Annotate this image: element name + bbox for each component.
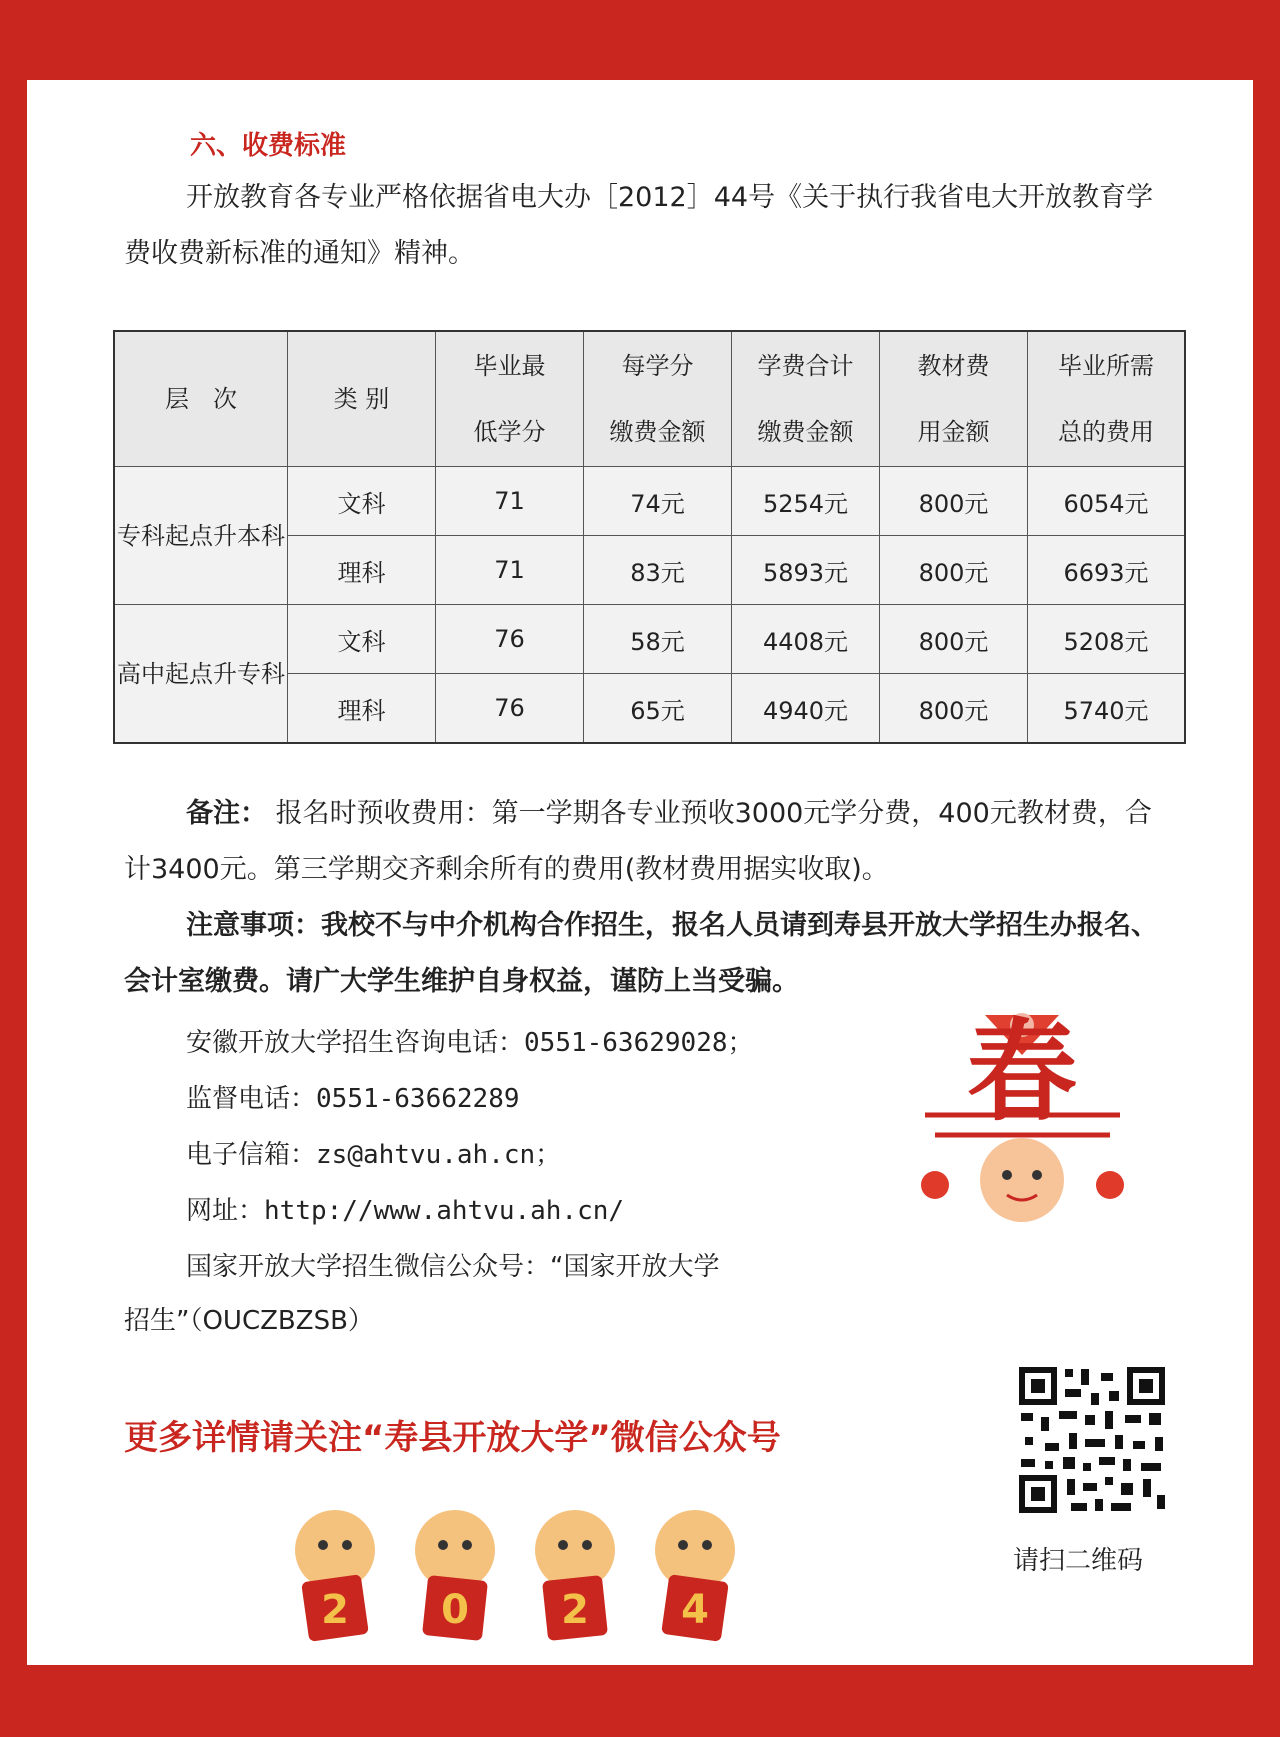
tuition-total-cell: 4408元 bbox=[732, 605, 880, 674]
per-credit-cell: 74元 bbox=[584, 467, 732, 536]
category-cell: 理科 bbox=[288, 536, 436, 605]
follow-slogan: 更多详情请关注“寿县开放大学”微信公众号 bbox=[124, 1418, 781, 1458]
email-address: zs@ahtvu.ah.cn； bbox=[316, 1140, 562, 1170]
header-min-credits: 毕业最 低学分 bbox=[436, 331, 584, 467]
header-tuition-total: 学费合计 缴费金额 bbox=[732, 331, 880, 467]
total-cell: 5740元 bbox=[1028, 674, 1186, 744]
header-textbook: 教材费 用金额 bbox=[880, 331, 1028, 467]
supervise-number: 0551-63662289 bbox=[316, 1084, 520, 1114]
min-credits-cell: 76 bbox=[436, 674, 584, 744]
year-digit: 2 bbox=[561, 1587, 589, 1633]
intro-text: 开放教育各专业严格依据省电大办［2012］44号《关于执行我省电大开放教育学费收费新标准的通知》精神。 bbox=[124, 182, 1154, 269]
note-label: 备注： bbox=[186, 798, 267, 829]
total-cell: 6054元 bbox=[1028, 467, 1186, 536]
category-cell: 理科 bbox=[288, 674, 436, 744]
level-cell: 专科起点升本科 bbox=[114, 467, 288, 605]
header-level: 层 次 bbox=[114, 331, 288, 467]
table-row bbox=[114, 605, 1185, 674]
total-cell: 6693元 bbox=[1028, 536, 1186, 605]
min-credits-cell: 76 bbox=[436, 605, 584, 674]
notice-text: 注意事项：我校不与中介机构合作招生，报名人员请到寿县开放大学招生办报名、会计室缴费。请广大学生维护自身权益，谨防上当受骗。 bbox=[124, 910, 1158, 997]
phone-line: 安徽开放大学招生咨询电话：0551-63629028； bbox=[186, 1028, 754, 1058]
fee-table bbox=[113, 330, 1186, 744]
qr-caption: 请扫二维码 bbox=[1013, 1546, 1144, 1576]
dragon-2024-decoration bbox=[275, 1490, 755, 1650]
year-digit: 0 bbox=[441, 1587, 469, 1633]
section-title: 六、收费标准 bbox=[190, 131, 347, 161]
table-row bbox=[114, 467, 1185, 536]
email-line: 电子信箱：zs@ahtvu.ah.cn； bbox=[186, 1140, 562, 1170]
notice-paragraph bbox=[124, 898, 1164, 1010]
min-credits-cell: 71 bbox=[436, 467, 584, 536]
tuition-total-cell: 5254元 bbox=[732, 467, 880, 536]
per-credit-cell: 58元 bbox=[584, 605, 732, 674]
tuition-total-cell: 4940元 bbox=[732, 674, 880, 744]
category-cell: 文科 bbox=[288, 467, 436, 536]
year-digit: 4 bbox=[681, 1587, 709, 1633]
supervise-line: 监督电话：0551-63662289 bbox=[186, 1084, 520, 1114]
intro-paragraph bbox=[124, 170, 1164, 282]
wechat-line-2: 招生”（OUCZBZSB） bbox=[124, 1306, 374, 1336]
note-text: 报名时预收费用：第一学期各专业预收3000元学分费，400元教材费，合计3400元。第三学期交齐剩余所有的费用(教材费用据实收取)。 bbox=[124, 798, 1152, 885]
year-digit: 2 bbox=[321, 1587, 349, 1633]
textbook-cell: 800元 bbox=[880, 674, 1028, 744]
qr-code-icon bbox=[1015, 1363, 1169, 1517]
header-total: 毕业所需 总的费用 bbox=[1028, 331, 1186, 467]
website-line: 网址：http://www.ahtvu.ah.cn/ bbox=[186, 1196, 625, 1226]
per-credit-cell: 83元 bbox=[584, 536, 732, 605]
total-cell: 5208元 bbox=[1028, 605, 1186, 674]
per-credit-cell: 65元 bbox=[584, 674, 732, 744]
wechat-line-1: 国家开放大学招生微信公众号：“国家开放大学 bbox=[186, 1252, 720, 1282]
dragon-icon bbox=[415, 1510, 495, 1641]
tuition-total-cell: 5893元 bbox=[732, 536, 880, 605]
min-credits-cell: 71 bbox=[436, 536, 584, 605]
spring-decoration bbox=[915, 995, 1130, 1240]
note-paragraph bbox=[124, 786, 1164, 898]
website-url: http://www.ahtvu.ah.cn/ bbox=[264, 1196, 625, 1226]
textbook-cell: 800元 bbox=[880, 605, 1028, 674]
dragon-icon bbox=[655, 1510, 735, 1642]
phone-number: 0551-63629028； bbox=[524, 1028, 754, 1058]
dragon-icon bbox=[295, 1510, 375, 1642]
textbook-cell: 800元 bbox=[880, 536, 1028, 605]
header-per-credit: 每学分 缴费金额 bbox=[584, 331, 732, 467]
header-category: 类 别 bbox=[288, 331, 436, 467]
level-cell: 高中起点升专科 bbox=[114, 605, 288, 744]
spring-character: 春 bbox=[967, 1008, 1077, 1136]
textbook-cell: 800元 bbox=[880, 467, 1028, 536]
dragon-icon bbox=[535, 1510, 615, 1641]
category-cell: 文科 bbox=[288, 605, 436, 674]
